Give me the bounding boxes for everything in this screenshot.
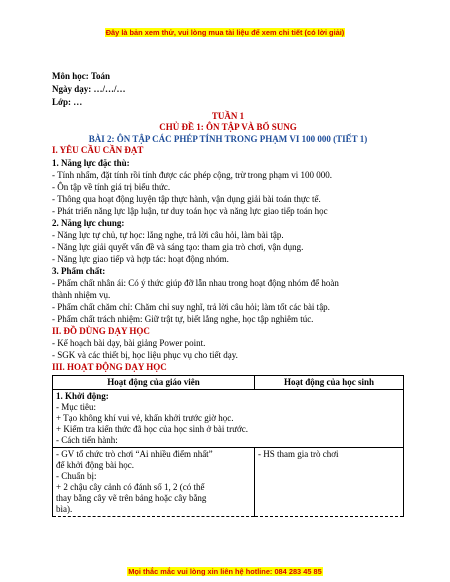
hotline-banner: Mọi thắc mắc vui lòng xin liên hệ hotline: 084 283 45 85	[128, 567, 322, 576]
lesson-title: BÀI 2: ÔN TẬP CÁC PHÉP TÍNH TRONG PHẠM VI 100 000 (TIẾT 1)	[88, 134, 368, 144]
list-item: - Phẩm chất chăm chỉ: Chăm chỉ suy nghĩ, trả lời câu hỏi; làm tốt các bài tập.	[52, 302, 330, 312]
list-item: - Năng lực tự chủ, tự học: lắng nghe, trả lời câu hỏi, làm bài tập.	[52, 230, 284, 240]
subheading-general: 2. Năng lực chung:	[52, 218, 125, 228]
subheading-competency: 1. Năng lực đặc thù:	[52, 158, 130, 168]
class-line: Lớp: …	[52, 97, 83, 107]
list-item: - Năng lực giải quyết vấn đề và sáng tạo: tham gia trò chơi, vận dụng.	[52, 242, 304, 252]
week-title: TUẦN 1	[211, 111, 245, 121]
table-row	[53, 448, 404, 517]
section-heading-3: III. HOẠT ĐỘNG DẠY HỌC	[52, 362, 167, 372]
activity-table	[52, 375, 404, 517]
cell-text: - HS tham gia trò chơi	[258, 449, 339, 459]
list-item: - Kế hoạch bài dạy, bài giảng Power point.	[52, 338, 206, 348]
warmup-title: 1. Khởi động:	[56, 391, 109, 401]
subject-line: Môn học: Toán	[52, 71, 111, 81]
date-line: Ngày dạy: …/…/…	[52, 84, 126, 94]
cell-text: + Tạo không khí vui vẻ, khấn khởi trước giờ học.	[56, 413, 234, 423]
cell-text: + Kiểm tra kiến thức đã học của học sinh ở bài trước.	[56, 424, 249, 434]
list-item: - Tính nhẩm, đặt tính rồi tính được các phép cộng, trừ trong phạm vi 100 000.	[52, 170, 333, 180]
list-item: thành nhiệm vụ.	[52, 290, 111, 300]
column-header-teacher: Hoạt động của giáo viên	[53, 376, 255, 390]
list-item: - Năng lực giao tiếp và hợp tác: hoạt động nhóm.	[52, 254, 229, 264]
list-item: - Phẩm chất nhân ái: Có ý thức giúp đỡ lẫn nhau trong hoạt động nhóm để hoàn	[52, 278, 339, 288]
list-item: - Thông qua hoạt động luyện tập thực hành, vận dụng giải bài toán thực tế.	[52, 194, 321, 204]
list-item: - Ôn tập về tính giá trị biểu thức.	[52, 182, 171, 192]
list-item: - Phát triển năng lực lập luận, tư duy toán học và năng lực giao tiếp toán học	[52, 206, 328, 216]
cell-text: bìa).	[56, 504, 73, 514]
list-item: - Phẩm chất trách nhiệm: Giữ trật tự, biết lắng nghe, học tập nghiêm túc.	[52, 314, 314, 324]
cell-text: - Chuẩn bị:	[56, 471, 97, 481]
table-row	[53, 390, 404, 448]
subheading-quality: 3. Phẩm chất:	[52, 266, 106, 276]
table-cell-student	[255, 448, 404, 517]
cell-text: thay bằng cây vẽ trên bảng hoặc cây bằng	[56, 493, 207, 503]
table-cell-teacher	[53, 448, 255, 517]
topic-title: CHỦ ĐỀ 1: ÔN TẬP VÀ BỔ SUNG	[159, 122, 297, 132]
cell-text: + 2 chậu cây cảnh có đánh số 1, 2 (có thể	[56, 482, 205, 492]
cell-text: - Cách tiến hành:	[56, 435, 118, 445]
cell-text: - GV tổ chức trò chơi “Ai nhiều điểm nhất”	[56, 449, 213, 459]
section-heading-1: I. YÊU CẦU CẦN ĐẠT	[52, 145, 144, 155]
preview-banner: Đây là bản xem thử, vui lòng mua tài liệu để xem chi tiết (có lời giải)	[105, 28, 345, 37]
column-header-student: Hoạt động của học sinh	[255, 376, 404, 390]
table-cell-warmup	[53, 390, 404, 448]
cell-text: - Mục tiêu:	[56, 402, 96, 412]
cell-text: để khởi động bài học.	[56, 460, 134, 470]
section-heading-2: II. ĐỒ DÙNG DẠY HỌC	[52, 326, 150, 336]
table-header-row	[53, 376, 404, 390]
list-item: - SGK và các thiết bị, học liệu phục vụ cho tiết dạy.	[52, 350, 238, 360]
